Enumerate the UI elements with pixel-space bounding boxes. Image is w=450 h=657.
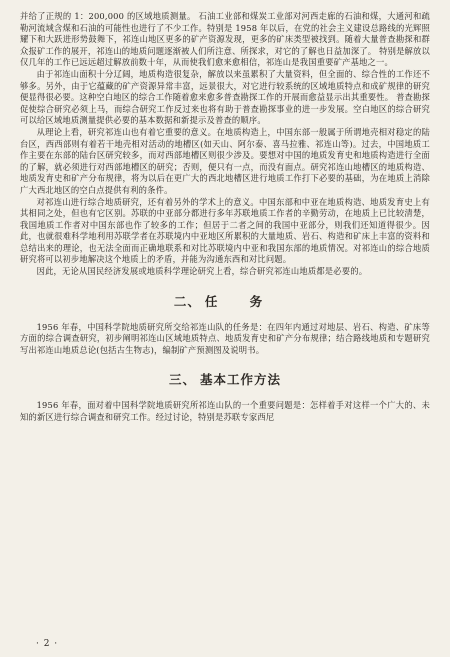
- text-column: [20, 11, 430, 424]
- intro-paragraph-4: 对祁连山进行综合地质研究，还有着另外的学术上的意义。中国东部和中亚在地质构造、地质发育史上有其相同之处，但也有它区别。苏联的中亚部分都进行多年苏联地质工作者的辛勤劳动，在地质上已比较清楚，我国地质工作者对中国东部也作了较多的工作；但居于二者之间的我国中亚部分，则我们还知道得很少。因此，也就很难科学地利用苏联学者在苏联境内中亚地区所累积的大量地质、岩石、构造和矿床上丰富的资料和总结出来的理论，也无法全面而正确地联系和对比苏联境内中亚和我国东部的地质情况。对祁连山的综合地质研究将可以初步地解决这个地质上的矛盾，并能为沟通东西和对比问题。: [20, 196, 430, 265]
- section-number: 三、: [168, 372, 196, 388]
- section-number: 二、: [173, 293, 201, 309]
- intro-paragraph-2: 由于祁连山面积十分辽阔，地质构造很复杂，解放以来虽累积了大量资料，但全面的、综合性的工作还不够多。另外，由于它蕴藏的矿产资源异常丰富，远景很大，对它进行较系统的区域地质特点和成矿规律的研究便显得很必要。这种空白地区的综合工作随着愈来愈多普查勘探工作的开展而愈益显示出其重要性。 普查勘探促使综合研究必须上马，而综合研究工作反过来也将有助于普查勘探事业的进一步发展。空白地区的综合研究可以给区域地质测量提供必要的基本数据和新提示及普查的顺序。: [20, 68, 430, 126]
- section-title: 基本工作方法: [200, 372, 282, 388]
- intro-paragraph-3: 从理论上看，研究祁连山也有着它重要的意义。在地质构造上，中国东部一般属于所谓地壳相对稳定的陆台区，西西部则有着若干地壳相对活动的地槽区(如天山、阿尔泰、喜马拉雅、祁连山等)。过去，中国地质工作主要在东部的陆台区研究较多，而对西部地槽区则很少涉及。要想对中国的地质发育史和地质构造进行全面的了解，就必须进行对西部地槽区的研究；否则，便只有一点，而没有面点。研究祁连山地槽区的地质构造、地质发育史和矿产分布规律，将为以后在更广大的西北地槽区进行地质工作打下必要的基础，为在地质上消除广大西北地区的空白点提供有利的条件。: [20, 126, 430, 195]
- section-title: 任 务: [204, 293, 277, 309]
- page-number: · 2 ·: [36, 639, 59, 649]
- intro-paragraph-1: 并给了正规的 1：200,000 的区域地质测量。 石油工业部和煤炭工业部对河西走廊的石油和煤，大通河和疏勒河流域含煤和石油的可能性也进行了不少工作。特别是 1958 年以后，在党的社会主义建设总路线的光辉照耀下和大跃进形势鼓舞下，祁连山地区更多的矿产资源发现，更多的矿床类型被找到。随着大量普查勘探和群众报矿工作的展开，祁连山的地质问题逐渐被人们所注意、所探求，对它的了解也日益加深了。 特别是解放以仅几年的工作已远远超过解放前数十年，从而使我们愈来愈相信，祁连山是我国重要矿产基地之一。: [20, 11, 430, 68]
- tasks-paragraph: 1956 年春，中国科学院地质研究所交给祁连山队的任务是：在四年内通过对地层、岩石、构造、矿床等方面的综合调查研究，初步阐明祁连山区域地质特点、地质发育史和矿产分布规律；结合路线地质和专题研究写出祁连山地质总论(包括古生物志)，编制矿产预测图及说明书。: [20, 321, 430, 355]
- methods-paragraph: 1956 年春，面对着中国科学院地质研究所祁连山队的一个重要问题是：怎样着手对这样一个广大的、未知的新区进行综合调查和研究工作。经过讨论，特别是苏联专家西尼: [20, 400, 430, 423]
- intro-paragraph-5: 因此，无论从国民经济发展或地质科学理论研究上看，综合研究祁连山地质都是必要的。: [36, 266, 368, 277]
- section-heading-methods: [20, 370, 430, 388]
- section-heading-tasks: [20, 292, 430, 310]
